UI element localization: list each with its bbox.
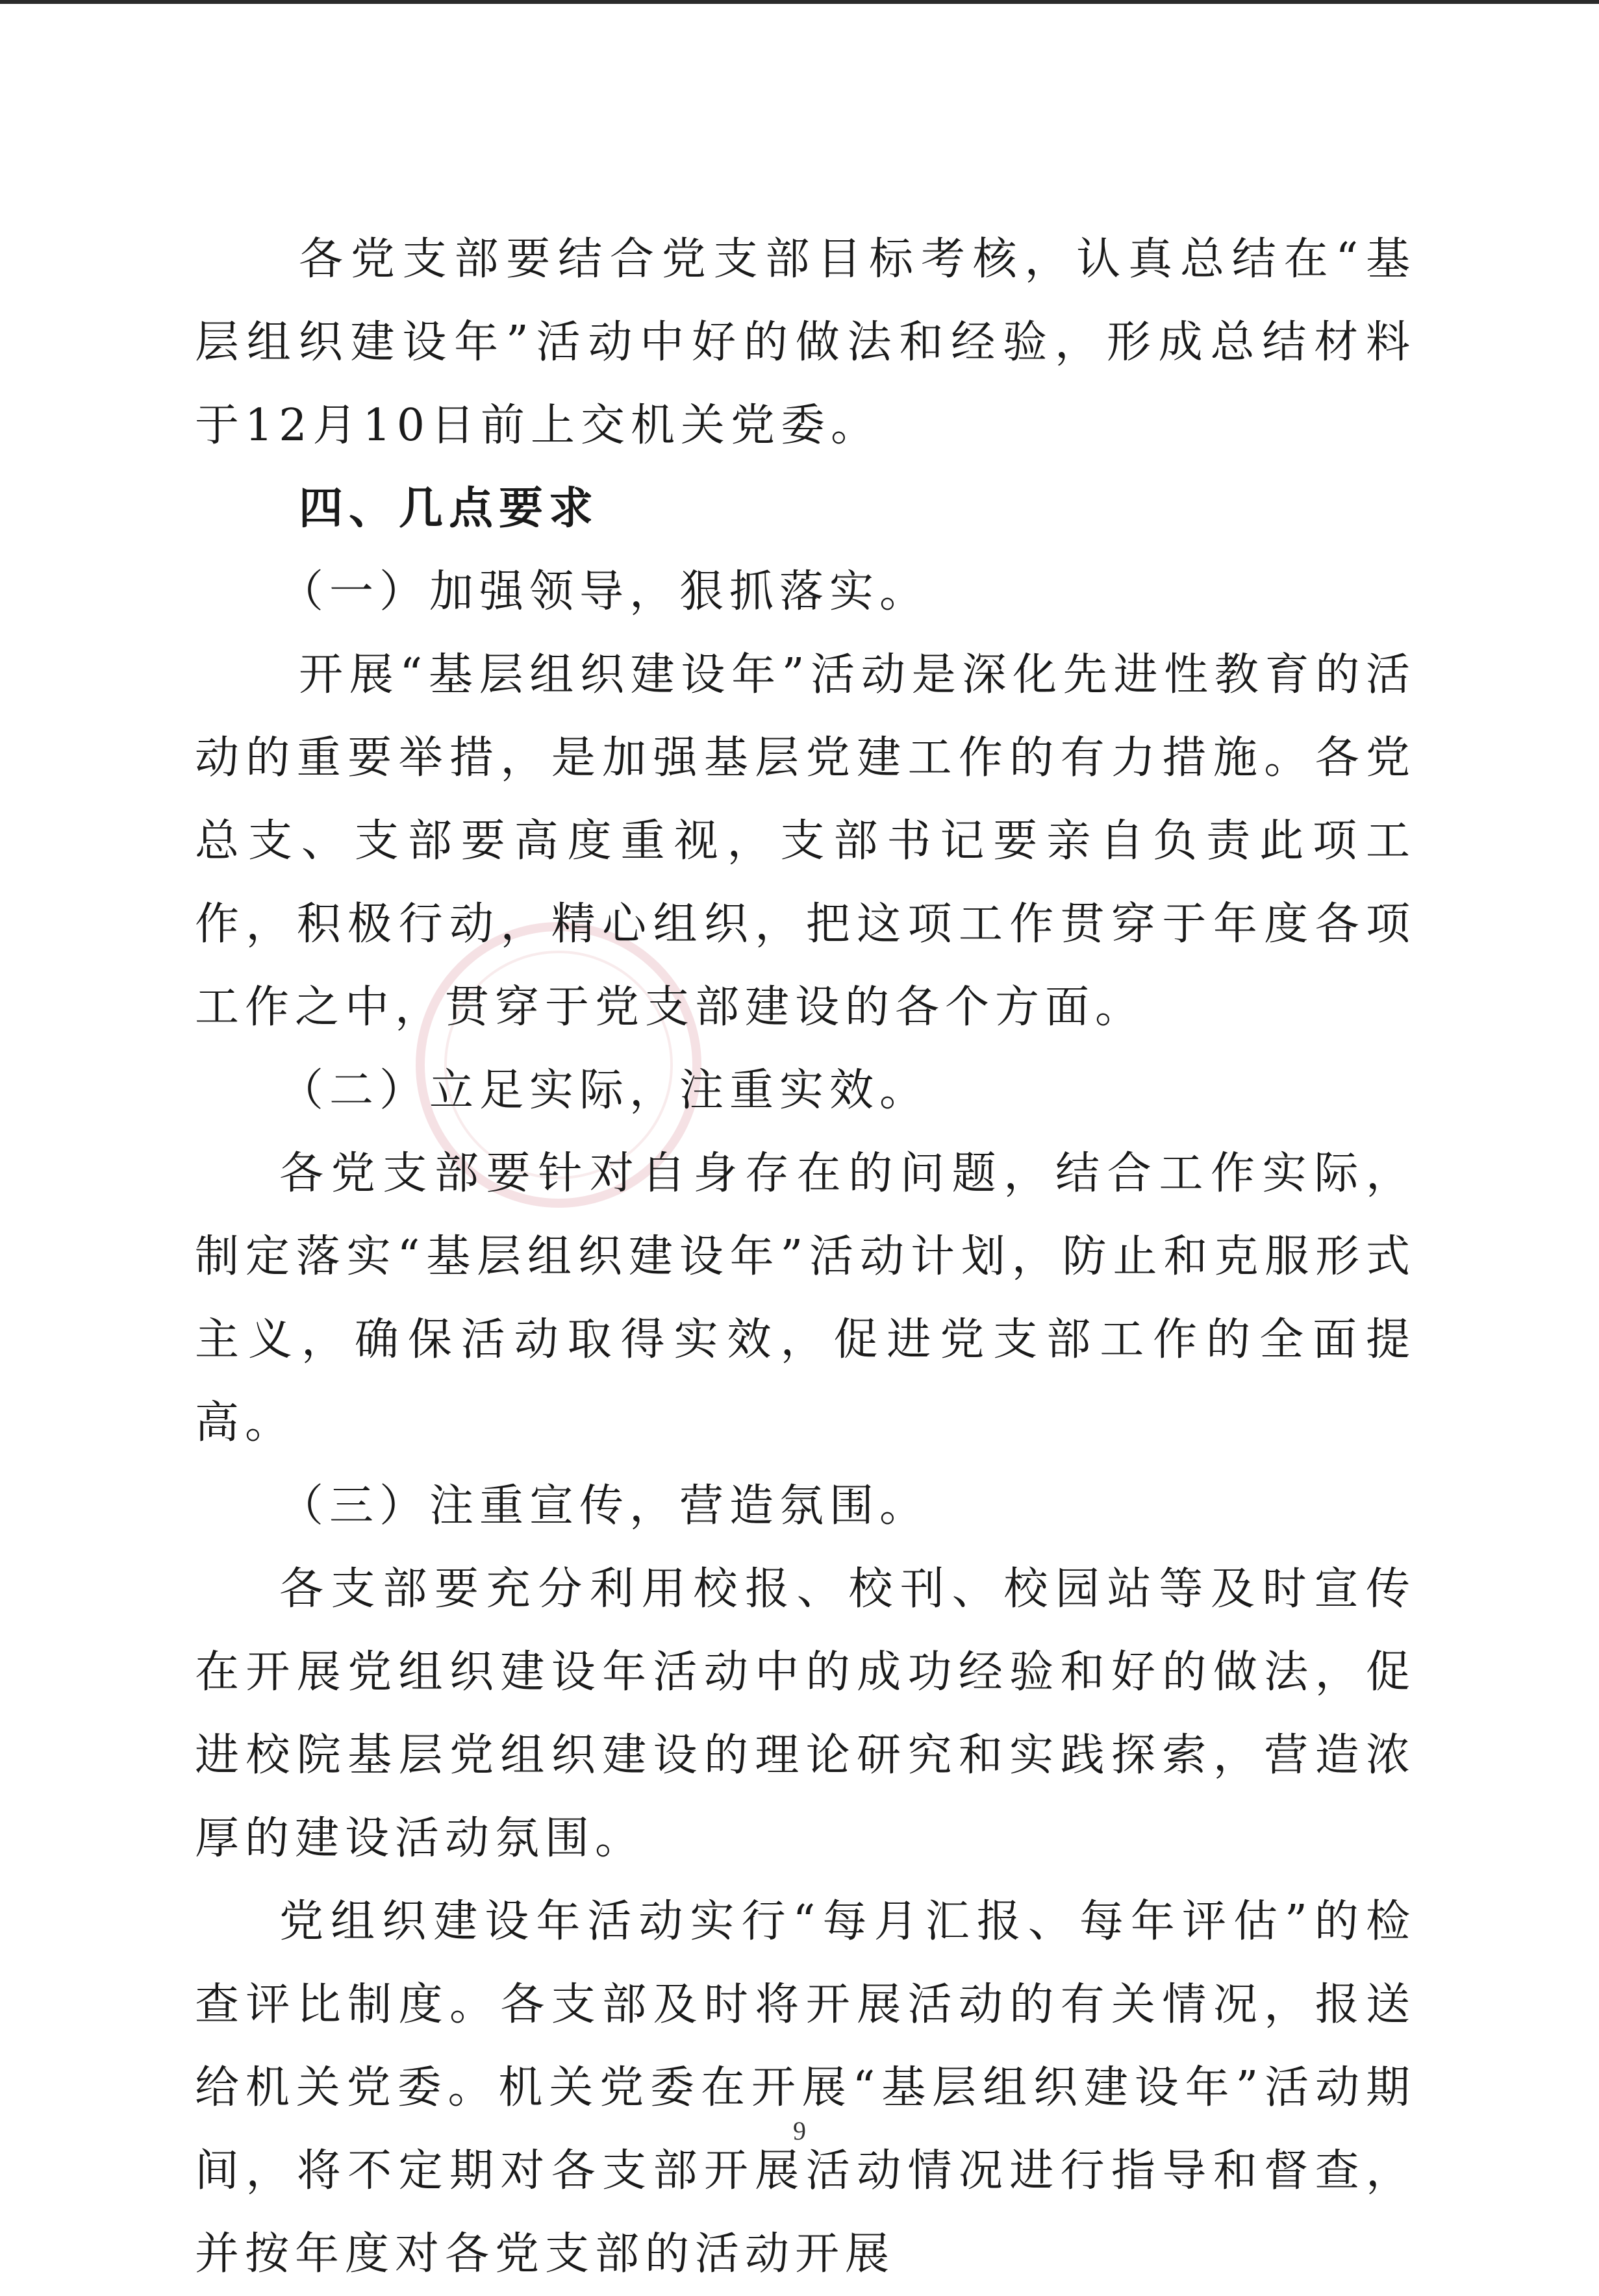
paragraph-publicity: 各支部要充分利用校报、校刊、校园站等及时宣传在开展党组织建设年活动中的成功经验和好的做法，促进校院基层党组织建设的理论研究和实践探索，营造浓厚的建设活动氛围。 bbox=[195, 1564, 1416, 1864]
page-number: 9 bbox=[793, 2116, 806, 2145]
section-heading-requirements: 四、几点要求 bbox=[299, 483, 599, 534]
paragraph-practical: 各党支部要针对自身存在的问题，结合工作实际，制定落实“基层组织建设年”活动计划，防止和克服形式主义，确保活动取得实效，促进党支部工作的全面提高。 bbox=[195, 1148, 1416, 1449]
subheading-2: （二）立足实际，注重实效。 bbox=[279, 1065, 930, 1116]
subheading-1: （一）加强领导，狠抓落实。 bbox=[279, 566, 930, 618]
subheading-3: （三）注重宣传，营造氛围。 bbox=[279, 1480, 930, 1532]
paragraph-leadership: 开展“基层组织建设年”活动是深化先进性教育的活动的重要举措，是加强基层党建工作的有力措施。各党总支、支部要高度重视，支部书记要亲自负责此项工作，积极行动，精心组织，把这项工作贯穿于年度各项工作之中，贯穿于党支部建设的各个方面。 bbox=[195, 649, 1416, 1033]
body-text bbox=[195, 218, 1416, 2296]
scan-edge bbox=[0, 0, 1599, 4]
paragraph-summary: 各党支部要结合党支部目标考核，认真总结在“基层组织建设年”活动中好的做法和经验，形成总结材料于12月10日前上交机关党委。 bbox=[195, 234, 1416, 451]
paragraph-evaluation: 党组织建设年活动实行“每月汇报、每年评估”的检查评比制度。各支部及时将开展活动的有关情况，报送给机关党委。机关党委在开展“基层组织建设年”活动期间，将不定期对各支部开展活动情况进行指导和督查，并按年度对各党支部的活动开展 bbox=[195, 1896, 1416, 2280]
